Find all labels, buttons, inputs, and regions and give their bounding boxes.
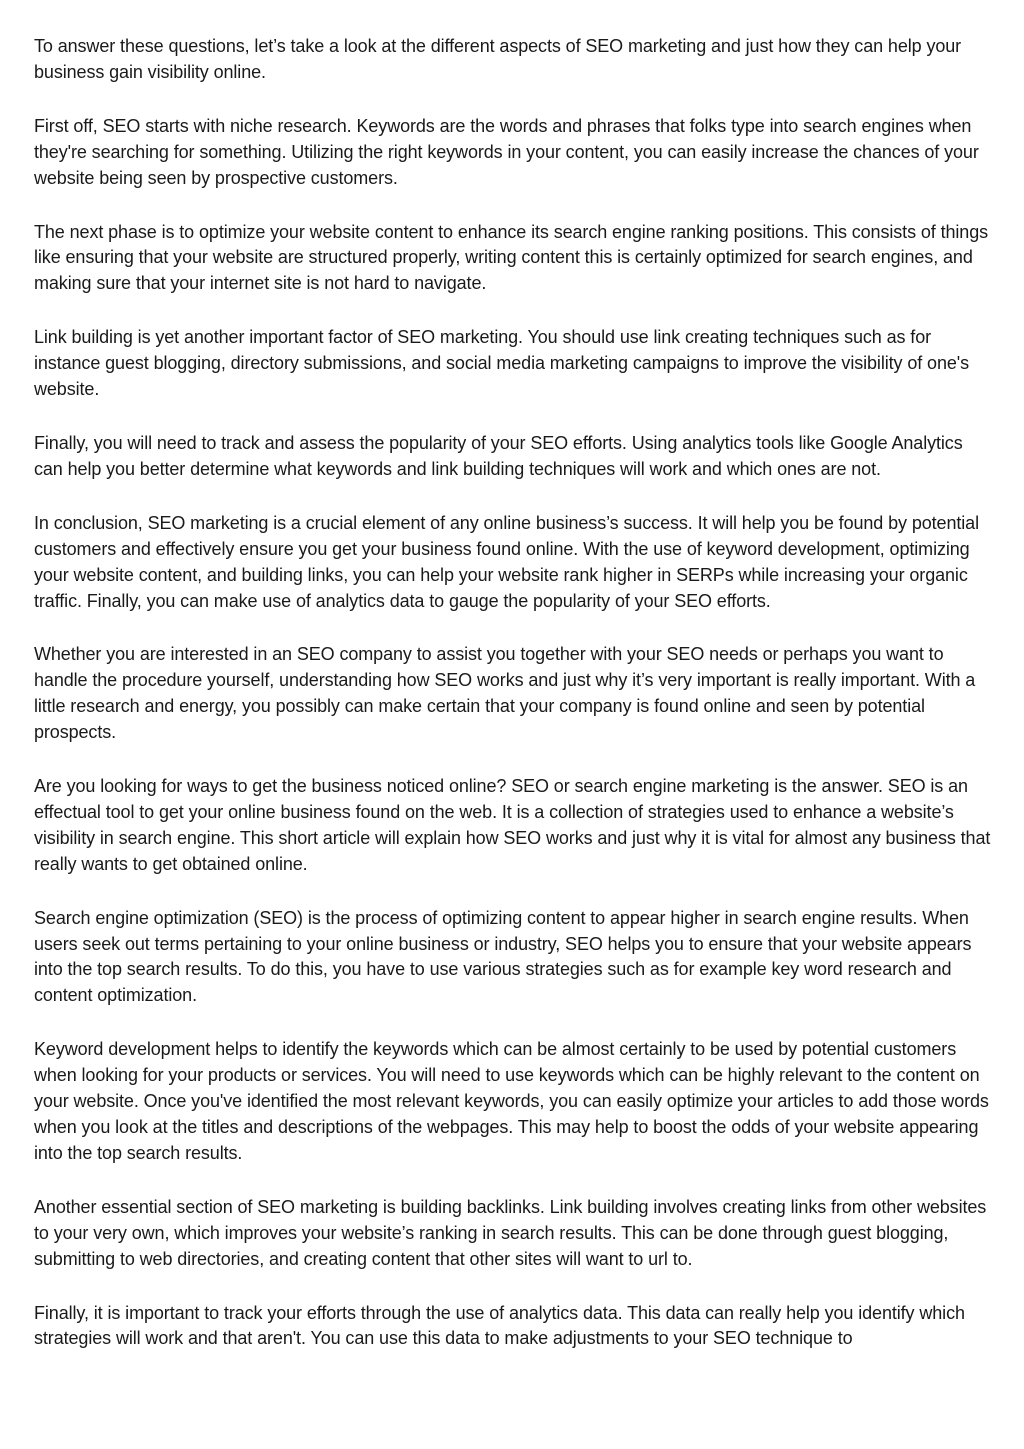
paragraph-2: First off, SEO starts with niche research. Keywords are the words and phrases that folks type into search engines when they're searching for something. Utilizing the right keywords in your content, you can easily increase the chances of your website being seen by prospective customers.: [34, 115, 979, 188]
paragraph-3: The next phase is to optimize your website content to enhance its search engine ranking positions. This consists of things like ensuring that your website are structured properly, writing content this is certainly optimized for search engines, and making sure that your internet site is not hard to navigate.: [34, 221, 989, 294]
document-body: [34, 34, 994, 1380]
paragraph-10: Keyword development helps to identify the keywords which can be almost certainly to be used by potential customers when looking for your products or services. You will need to use keywords which can be highly relevant to the content on your website. Once you've identified the most relevant keywords, you can easily optimize your articles to add those words when you look at the titles and descriptions of the webpages. This may help to boost the odds of your website appearing into the top search results.: [34, 1039, 989, 1163]
paragraph-1: To answer these questions, let’s take a look at the different aspects of SEO marketing and just how they can help your business gain visibility online.: [34, 36, 962, 82]
paragraph-4: Link building is yet another important factor of SEO marketing. You should use link creating techniques such as for instance guest blogging, directory submissions, and social media marketing campaigns to improve the visibility of one's website.: [34, 327, 970, 400]
paragraph-9: Search engine optimization (SEO) is the process of optimizing content to appear higher in search engine results. When users seek out terms pertaining to your online business or industry, SEO helps you to ensure that your website appears into the top search results. To do this, you have to use various strategies such as for example key word research and content optimization.: [34, 907, 972, 1006]
paragraph-11: Another essential section of SEO marketing is building backlinks. Link building involves creating links from other websites to your very own, which improves your website’s ranking in search results. This can be done through guest blogging, submitting to web directories, and creating content that other sites will want to url to.: [34, 1196, 987, 1269]
paragraph-8: Are you looking for ways to get the business noticed online? SEO or search engine marketing is the answer. SEO is an effectual tool to get your online business found on the web. It is a collection of strategies used to enhance a website’s visibility in search engine. This short article will explain how SEO works and just why it is vital for almost any business that really wants to get obtained online.: [34, 776, 991, 874]
paragraph-6: In conclusion, SEO marketing is a crucial element of any online business’s success. It will help you be found by potential customers and effectively ensure you get your business found online. With the use of keyword development, optimizing your website content, and building links, you can help your website rank higher in SERPs while increasing your organic traffic. Finally, you can make use of analytics data to gauge the popularity of your SEO efforts.: [34, 512, 979, 611]
paragraph-5: Finally, you will need to track and assess the popularity of your SEO efforts. Using analytics tools like Google Analytics can help you better determine what keywords and link building techniques will work and which ones are not.: [34, 432, 963, 479]
paragraph-12: Finally, it is important to track your efforts through the use of analytics data. This data can really help you identify which strategies will work and that aren't. You can use this data to make adjustments to your SEO technique to: [34, 1302, 965, 1349]
paragraph-7: Whether you are interested in an SEO company to assist you together with your SEO needs or perhaps you want to handle the procedure yourself, understanding how SEO works and just why it’s very important is really important. With a little research and energy, you possibly can make certain that your company is found online and seen by potential prospects.: [34, 644, 976, 743]
